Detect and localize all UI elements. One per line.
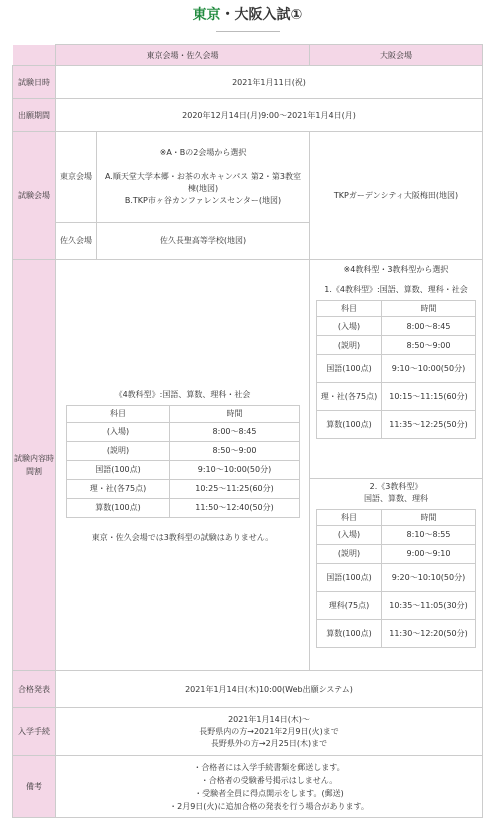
venue-tokyo-a: A.順天堂大学本郷・お茶の水キャンパス 第2・第3教室棟(地図) (104, 171, 302, 193)
venue-tokyo-cell (56, 132, 310, 260)
osaka4-subject: 国語(100点) (317, 355, 382, 383)
remark-line: ・合格者の受験番号掲示はしません。 (200, 775, 338, 785)
osaka-4-section (310, 260, 482, 478)
tokyo-subject: 国語(100点) (67, 460, 170, 479)
header-osaka: 大阪会場 (310, 45, 483, 66)
osaka3-time: 10:35～11:05(30分) (382, 591, 476, 619)
page-title (0, 6, 495, 24)
value-application: 2020年12月14日(月)9:00～2021年1月4日(月) (56, 99, 483, 132)
osaka4-time: 9:10～10:00(50分) (382, 355, 476, 383)
osaka3-time: 11:30～12:20(50分) (382, 619, 476, 647)
tokyo-subject: 算数(100点) (67, 498, 170, 517)
remark-line: ・合格者には入学手続書類を郵送します。 (193, 762, 345, 772)
tokyo-head-time: 時間 (170, 405, 300, 422)
tokyo-time: 9:10～10:00(50分) (170, 460, 300, 479)
label-application: 出願期間 (13, 99, 56, 132)
corner-cell (13, 45, 56, 66)
value-enroll (56, 708, 483, 756)
osaka4-head-time: 時間 (382, 301, 476, 317)
osaka4-time: 11:35～12:25(50分) (382, 411, 476, 439)
osaka3-time: 9:00～9:10 (382, 544, 476, 563)
label-enroll: 入学手続 (13, 708, 56, 756)
content-osaka-cell (310, 260, 483, 671)
content-tokyo-caption: 《4教科型》:国語、算数、理科・社会 (114, 389, 251, 399)
osaka3-head-subject: 科目 (317, 509, 382, 525)
osaka4-time: 8:00～8:45 (382, 317, 476, 336)
osaka3-time: 8:10～8:55 (382, 525, 476, 544)
osaka3-subject: 算数(100点) (317, 619, 382, 647)
osaka-caption-4: 1.《4教科型》:国語、算数、理科・社会 (324, 285, 468, 294)
tokyo-head-subject: 科目 (67, 405, 170, 422)
exam-schedule-table (12, 44, 483, 818)
osaka3-subject: 国語(100点) (317, 563, 382, 591)
label-content: 試験内容時間割 (13, 260, 56, 671)
label-remarks: 備考 (13, 756, 56, 818)
exam-schedule-table-wrap (12, 44, 482, 818)
title-rest: ・大阪入試① (220, 7, 303, 23)
osaka-caption-3b: 国語、算数、理科 (364, 493, 428, 503)
osaka-caption-3a: 2.《3教科型》 (369, 481, 423, 491)
value-result: 2021年1月14日(木)10:00(Web出願システム) (56, 671, 483, 708)
osaka3-subject: (説明) (317, 544, 382, 563)
tokyo-time: 8:50～9:00 (170, 441, 300, 460)
content-tokyo-cell (56, 260, 310, 671)
label-venue: 試験会場 (13, 132, 56, 260)
content-tokyo-footer: 東京・佐久会場では3教科型の試験はありません。 (91, 532, 274, 542)
enroll-line: 長野県内の方→2021年2月9日(火)まで (199, 726, 339, 736)
tokyo-subject: 理・社(各75点) (67, 479, 170, 498)
remark-line: ・受験者全員に得点開示をします。(郵送) (194, 788, 344, 798)
value-remarks (56, 756, 483, 818)
venue-tokyo-detail (97, 132, 310, 222)
value-date: 2021年1月11日(祝) (56, 66, 483, 99)
venue-saku-label: 佐久会場 (56, 222, 97, 259)
osaka3-head-time: 時間 (382, 509, 476, 525)
osaka4-subject: 理・社(各75点) (317, 383, 382, 411)
label-date: 試験日時 (13, 66, 56, 99)
tokyo-time: 10:25～11:25(60分) (170, 479, 300, 498)
osaka4-subject: (説明) (317, 336, 382, 355)
content-osaka-layout (310, 260, 482, 670)
title-highlight: 東京 (192, 7, 221, 23)
osaka3-time: 9:20～10:10(50分) (382, 563, 476, 591)
osaka3-subject: 理科(75点) (317, 591, 382, 619)
osaka-4-timetable (316, 300, 476, 439)
venue-saku-value: 佐久長聖高等学校(地図) (97, 222, 310, 259)
venue-osaka-value: TKPガーデンシティ大阪梅田(地図) (310, 132, 483, 260)
osaka4-subject: 算数(100点) (317, 411, 382, 439)
venue-tokyo-note: ※A・Bの2会場から選択 (159, 147, 247, 157)
enroll-line: 長野県外の方→2月25日(木)まで (210, 738, 328, 748)
osaka4-time: 10:15～11:15(60分) (382, 383, 476, 411)
osaka4-time: 8:50～9:00 (382, 336, 476, 355)
tokyo-subject: (説明) (67, 441, 170, 460)
venue-tokyo-b: B.TKP市ヶ谷カンファレンスセンター(地図) (124, 195, 282, 205)
tokyo-time: 8:00～8:45 (170, 422, 300, 441)
osaka-3-timetable (316, 509, 476, 648)
tokyo-time: 11:50～12:40(50分) (170, 498, 300, 517)
content-tokyo-timetable (66, 405, 300, 518)
enroll-line: 2021年1月14日(木)～ (228, 714, 310, 724)
tokyo-subject: (入場) (67, 422, 170, 441)
venue-tokyo-table (56, 132, 309, 259)
osaka-note: ※4教科型・3教科型から選択 (343, 265, 449, 274)
title-underline (216, 31, 280, 32)
osaka3-subject: (入場) (317, 525, 382, 544)
header-tokyo: 東京会場・佐久会場 (56, 45, 310, 66)
osaka4-subject: (入場) (317, 317, 382, 336)
osaka-3-section (310, 478, 482, 670)
venue-tokyo-label: 東京会場 (56, 132, 97, 222)
label-result: 合格発表 (13, 671, 56, 708)
remark-line: ・2月9日(火)に追加合格の発表を行う場合があります。 (169, 801, 369, 811)
osaka4-head-subject: 科目 (317, 301, 382, 317)
